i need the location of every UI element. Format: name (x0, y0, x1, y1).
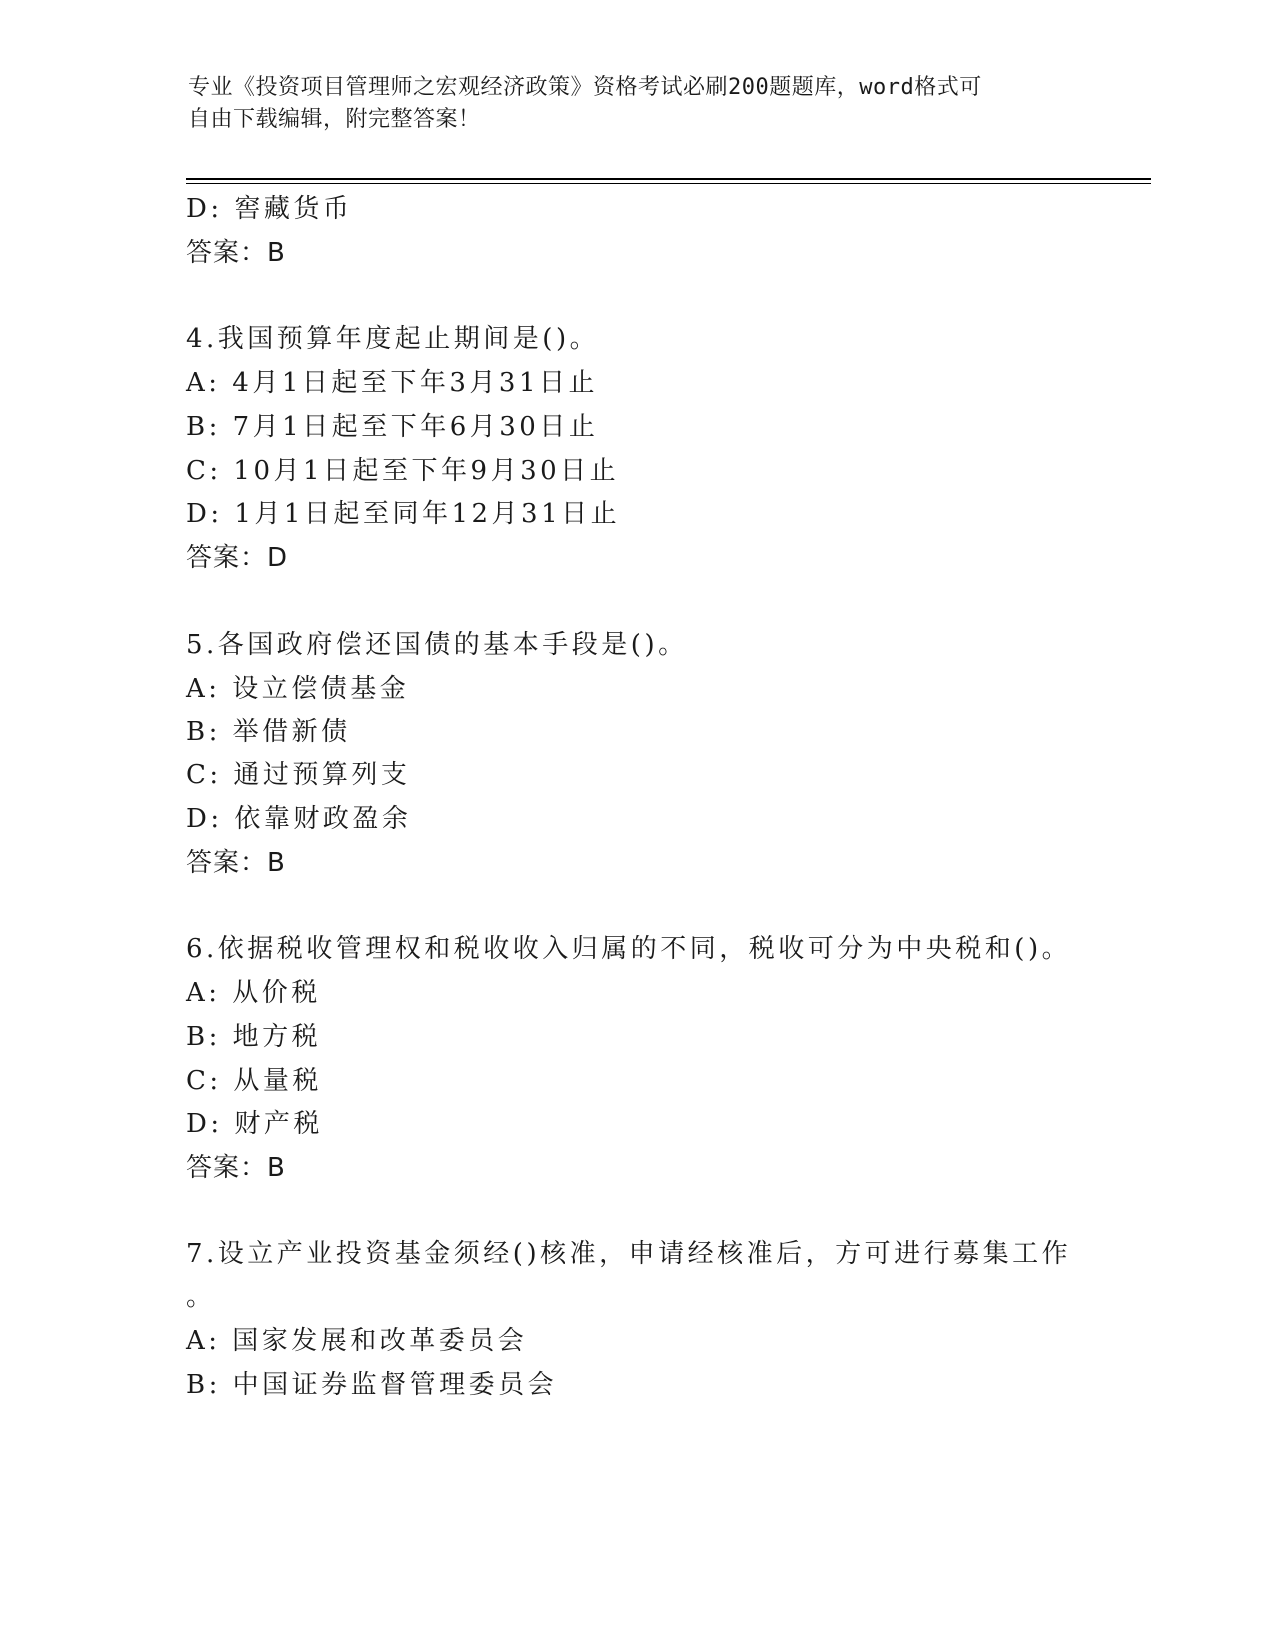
q4-option-a: A: 4月1日起至下年3月31日止 (186, 368, 599, 398)
q6-option-c: C: 从量税 (186, 1066, 322, 1096)
q7-option-b: B: 中国证券监督管理委员会 (186, 1370, 558, 1400)
q3-answer: 答案：B (186, 238, 286, 268)
q4-option-d: D: 1月1日起至同年12月31日止 (186, 499, 621, 529)
q5-question: 5.各国政府偿还国债的基本手段是()。 (186, 630, 688, 660)
q5-answer: 答案：B (186, 848, 286, 878)
header-divider-thin (186, 183, 1151, 184)
q5-option-d: D: 依靠财政盈余 (186, 804, 412, 834)
q4-option-b: B: 7月1日起至下年6月30日止 (186, 412, 599, 442)
header-title-line-2: 自由下载编辑，附完整答案！ (188, 107, 481, 132)
q4-question: 4.我国预算年度起止期间是()。 (186, 324, 600, 354)
q5-option-b: B: 举借新债 (186, 717, 351, 747)
q5-option-c: C: 通过预算列支 (186, 760, 411, 790)
q4-answer: 答案：D (186, 543, 289, 573)
header-divider-thick (186, 178, 1151, 180)
q6-option-a: A: 从价税 (186, 978, 321, 1008)
q6-option-d: D: 财产税 (186, 1109, 323, 1139)
header-title-line-1: 专业《投资项目管理师之宏观经济政策》资格考试必刷200题题库，word格式可 (188, 75, 982, 100)
q7-question: 7.设立产业投资基金须经()核准，申请经核准后，方可进行募集工作 (186, 1239, 1072, 1269)
page-header (188, 72, 1088, 136)
q3-option-d: D: 窖藏货币 (186, 194, 353, 224)
q6-question: 6.依据税收管理权和税收收入归属的不同，税收可分为中央税和()。 (186, 934, 1072, 964)
q6-option-b: B: 地方税 (186, 1022, 322, 1052)
q5-option-a: A: 设立偿债基金 (186, 674, 410, 704)
q6-answer: 答案：B (186, 1153, 286, 1183)
q7-option-a: A: 国家发展和改革委员会 (186, 1326, 528, 1356)
q7-question-continuation: 。 (186, 1282, 216, 1312)
q4-option-c: C: 10月1日起至下年9月30日止 (186, 456, 620, 486)
